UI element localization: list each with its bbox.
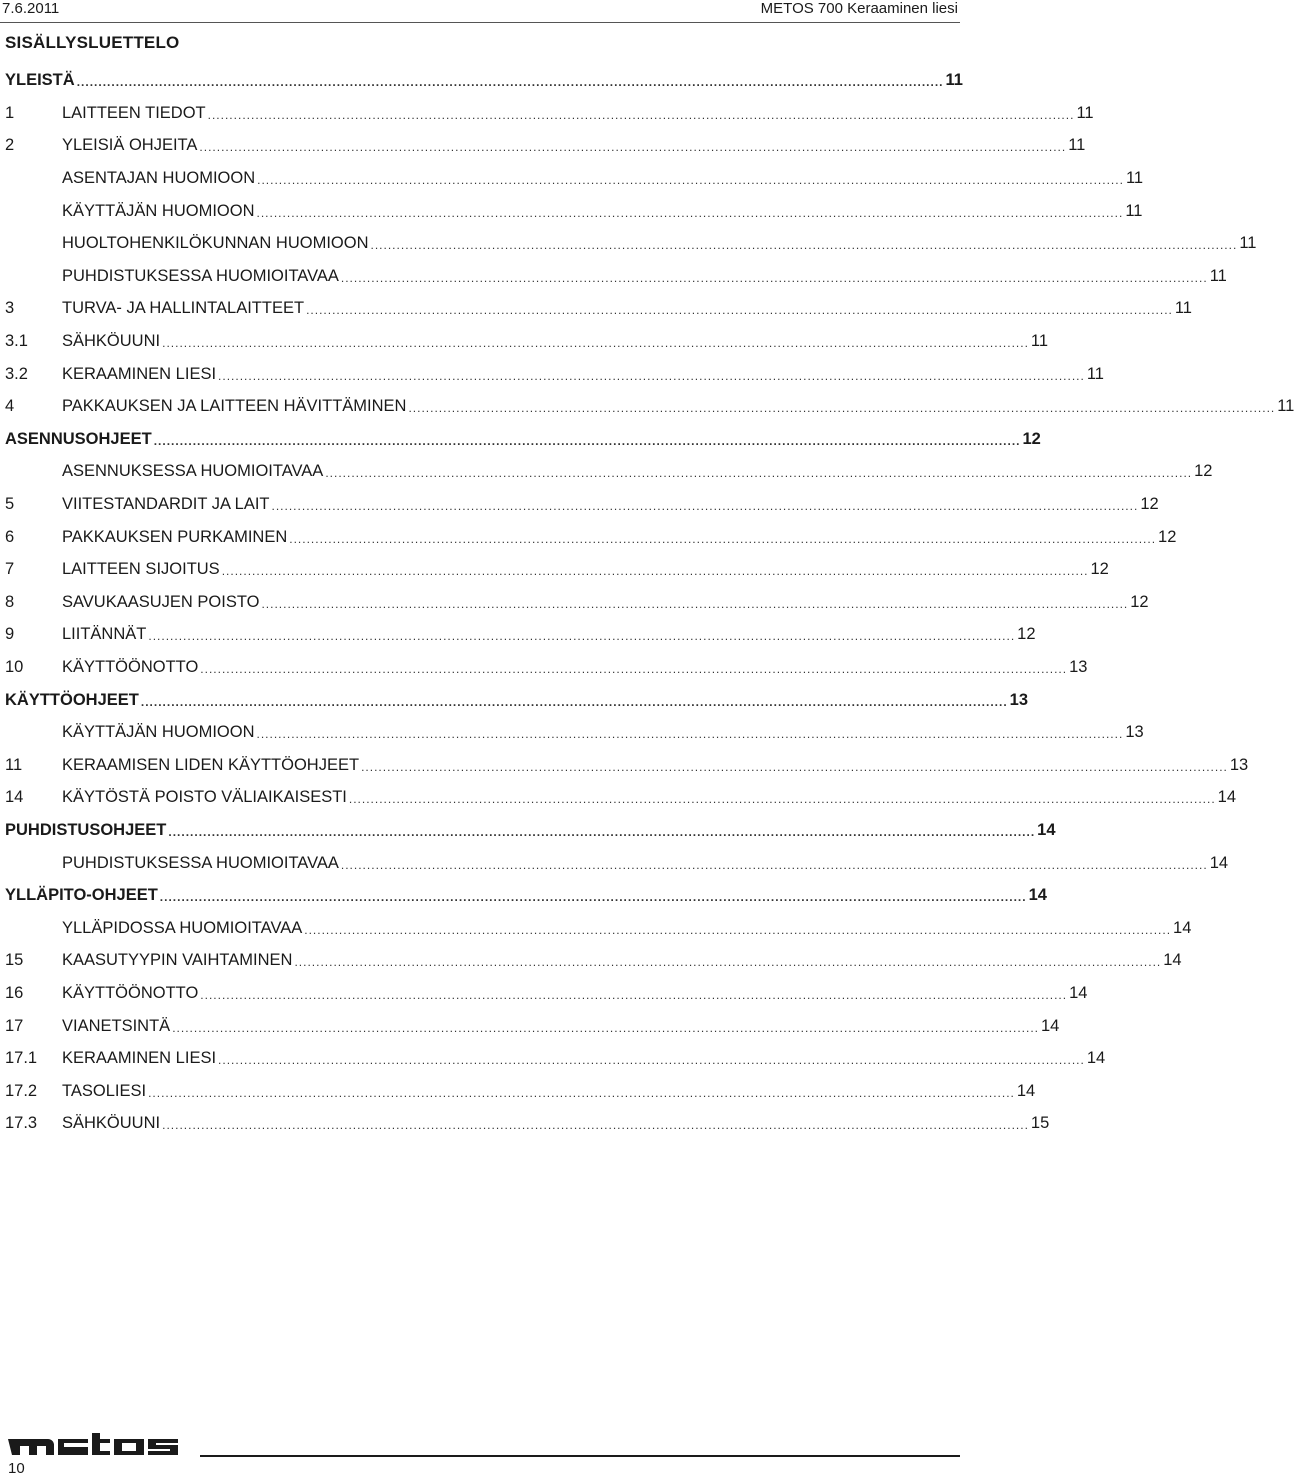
toc-leader-dots: ........................................................................................................................................................................................................ <box>306 303 1173 318</box>
toc-entry-page: 11 <box>1125 169 1144 188</box>
toc-entry <box>5 64 963 97</box>
toc-entry <box>5 683 1029 716</box>
toc-leader-dots: ........................................................................................................................................................................................................ <box>261 596 1129 611</box>
toc-leader-dots: ........................................................................................................................................................................................................ <box>140 694 1008 709</box>
toc-entry-page: 14 <box>1040 1016 1060 1035</box>
toc-entry-page: 11 <box>945 71 963 90</box>
toc-leader-dots: ........................................................................................................................................................................................................ <box>294 955 1162 970</box>
toc-entry <box>5 357 1104 390</box>
toc-leader-dots: ........................................................................................................................................................................................................ <box>200 661 1068 676</box>
logo-text: metos <box>8 1433 11 1434</box>
toc-entry <box>5 325 1049 358</box>
toc-entry-title: YLLÄPITO-OHJEET <box>5 886 158 905</box>
toc-entry-number: 3 <box>5 299 15 318</box>
toc-entry-number: 8 <box>5 592 15 611</box>
toc-entry-title: PUHDISTUKSESSA HUOMIOITAVAA <box>62 266 339 285</box>
toc-entry-title: SÄHKÖUUNI <box>62 332 161 351</box>
toc-leader-dots: ........................................................................................................................................................................................................ <box>221 564 1089 579</box>
toc-entry <box>5 977 1088 1010</box>
toc-entry-title: KÄYTTÄJÄN HUOMIOON <box>62 723 255 742</box>
toc-entry-page: 12 <box>1130 592 1149 611</box>
toc-entry <box>5 292 1192 325</box>
toc-leader-dots: ........................................................................................................................................................................................................ <box>200 987 1068 1002</box>
toc-entry-title: TURVA- JA HALLINTALAITTEET <box>62 299 305 318</box>
toc-entry-page: 13 <box>1069 657 1088 676</box>
table-of-contents <box>5 64 1294 1140</box>
toc-entry-number: 15 <box>5 951 24 970</box>
toc-entry-page: 12 <box>1140 495 1159 514</box>
toc-entry-page: 14 <box>1086 1049 1106 1068</box>
toc-entry-page: 14 <box>1028 886 1047 905</box>
toc-leader-dots: ........................................................................................................................................................................................................ <box>325 466 1193 481</box>
toc-entry-title: ASENNUSOHJEET <box>5 429 152 448</box>
toc-entry-number: 9 <box>5 625 15 644</box>
toc-entry <box>5 553 1109 586</box>
toc-entry <box>5 1042 1106 1075</box>
toc-entry <box>5 944 1182 977</box>
toc-entry-page: 12 <box>1022 429 1041 448</box>
toc-entry-title: HUOLTOHENKILÖKUNNAN HUOMIOON <box>62 234 369 253</box>
toc-entry <box>5 97 1094 130</box>
toc-entry-number: 17 <box>5 1016 24 1035</box>
toc-entry-title: ASENNUKSESSA HUOMIOITAVAA <box>62 462 324 481</box>
toc-leader-dots: ........................................................................................................................................................................................................ <box>361 759 1228 774</box>
toc-entry-page: 11 <box>1174 299 1192 318</box>
toc-entry-title: SÄHKÖUUNI <box>62 1114 161 1133</box>
toc-entry-title: ASENTAJAN HUOMIOON <box>62 169 256 188</box>
toc-entry-title: KÄYTÖSTÄ POISTO VÄLIAIKAISESTI <box>62 788 347 807</box>
toc-entry-number: 7 <box>5 560 15 579</box>
toc-entry <box>5 781 1237 814</box>
toc-entry <box>5 1107 1050 1140</box>
toc-entry-page: 11 <box>1076 103 1094 122</box>
toc-entry-number: 4 <box>5 397 15 416</box>
toc-entry-number: 3.1 <box>5 332 28 351</box>
toc-entry <box>5 879 1047 912</box>
toc-entry-title: YLLÄPIDOSSA HUOMIOITAVAA <box>62 918 303 937</box>
toc-entry-page: 15 <box>1030 1114 1050 1133</box>
toc-entry-page: 14 <box>1016 1081 1036 1100</box>
toc-leader-dots: ........................................................................................................................................................................................................ <box>271 499 1139 514</box>
toc-entry <box>5 651 1088 684</box>
toc-entry-page: 13 <box>1009 690 1029 709</box>
toc-leader-dots: ........................................................................................................................................................................................................ <box>148 1085 1015 1100</box>
toc-entry-title: KERAAMINEN LIESI <box>62 1049 217 1068</box>
toc-entry <box>5 227 1257 260</box>
toc-leader-dots: ........................................................................................................................................................................................................ <box>289 531 1157 546</box>
toc-entry-title: KERAAMISEN LIDEN KÄYTTÖOHJEET <box>62 755 360 774</box>
toc-entry-page: 14 <box>1037 820 1056 839</box>
toc-entry-title: KERAAMINEN LIESI <box>62 364 217 383</box>
toc-heading: SISÄLLYSLUETTELO <box>5 33 180 52</box>
toc-entry <box>5 455 1213 488</box>
toc-entry-title: KÄYTTÄJÄN HUOMIOON <box>62 201 255 220</box>
toc-entry <box>5 488 1159 521</box>
toc-entry-number: 2 <box>5 136 15 155</box>
toc-leader-dots: ........................................................................................................................................................................................................ <box>148 629 1016 644</box>
toc-entry-number: 14 <box>5 788 24 807</box>
header-document-title: METOS 700 Keraaminen liesi <box>760 0 958 17</box>
toc-entry-page: 11 <box>1068 136 1086 155</box>
toc-entry-title: LAITTEEN TIEDOT <box>62 103 206 122</box>
toc-entry-page: 12 <box>1158 527 1177 546</box>
toc-entry-page: 11 <box>1086 364 1104 383</box>
toc-entry-title: LIITÄNNÄT <box>62 625 147 644</box>
toc-entry <box>5 846 1229 879</box>
toc-leader-dots: ........................................................................................................................................................................................................ <box>159 890 1027 905</box>
toc-leader-dots: ........................................................................................................................................................................................................ <box>153 433 1021 448</box>
toc-leader-dots: ........................................................................................................................................................................................................ <box>257 173 1124 188</box>
toc-entry-number: 3.2 <box>5 364 28 383</box>
toc-entry-page: 13 <box>1229 755 1249 774</box>
toc-entry-number: 11 <box>5 755 23 774</box>
toc-leader-dots: ........................................................................................................................................................................................................ <box>408 401 1276 416</box>
toc-entry-page: 12 <box>1194 462 1213 481</box>
toc-entry-page: 14 <box>1209 853 1229 872</box>
toc-entry-number: 6 <box>5 527 15 546</box>
toc-entry-page: 12 <box>1017 625 1036 644</box>
toc-entry-title: PUHDISTUSOHJEET <box>5 820 167 839</box>
toc-entry-title: PAKKAUKSEN PURKAMINEN <box>62 527 288 546</box>
toc-entry <box>5 1009 1060 1042</box>
toc-entry-title: KÄYTTÖOHJEET <box>5 690 139 709</box>
toc-entry-number: 17.2 <box>5 1081 38 1100</box>
toc-entry-number: 17.1 <box>5 1049 38 1068</box>
toc-leader-dots: ........................................................................................................................................................................................................ <box>218 1053 1085 1068</box>
toc-entry-title: SAVUKAASUJEN POISTO <box>62 592 260 611</box>
toc-leader-dots: ........................................................................................................................................................................................................ <box>207 107 1075 122</box>
toc-entry-page: 12 <box>1090 560 1109 579</box>
toc-entry <box>5 260 1227 293</box>
toc-entry-page: 14 <box>1173 918 1192 937</box>
page-header <box>0 0 960 23</box>
toc-entry <box>5 618 1036 651</box>
toc-entry <box>5 1074 1036 1107</box>
toc-entry-title: KÄYTTÖÖNOTTO <box>62 983 199 1002</box>
toc-entry-number: 10 <box>5 657 24 676</box>
toc-entry-title: VIITESTANDARDIT JA LAIT <box>62 495 270 514</box>
toc-leader-dots: ........................................................................................................................................................................................................ <box>256 727 1124 742</box>
metos-logo <box>8 1433 198 1457</box>
toc-entry-page: 11 <box>1125 201 1143 220</box>
toc-entry-title: PAKKAUKSEN JA LAITTEEN HÄVITTÄMINEN <box>62 397 407 416</box>
toc-leader-dots: ........................................................................................................................................................................................................ <box>340 270 1208 285</box>
header-date: 7.6.2011 <box>2 0 60 17</box>
toc-entry-page: 11 <box>1239 234 1257 253</box>
toc-leader-dots: ........................................................................................................................................................................................................ <box>256 205 1124 220</box>
toc-entry <box>5 390 1294 423</box>
toc-entry-number: 5 <box>5 495 15 514</box>
toc-entry-title: YLEISIÄ OHJEITA <box>62 136 198 155</box>
toc-entry <box>5 194 1143 227</box>
toc-entry-page: 11 <box>1277 397 1294 416</box>
toc-leader-dots: ........................................................................................................................................................................................................ <box>218 368 1085 383</box>
toc-entry-page: 11 <box>1209 266 1227 285</box>
toc-leader-dots: ........................................................................................................................................................................................................ <box>304 922 1172 937</box>
toc-entry-title: VIANETSINTÄ <box>62 1016 171 1035</box>
toc-leader-dots: ........................................................................................................................................................................................................ <box>168 824 1036 839</box>
toc-entry-page: 11 <box>1030 332 1049 351</box>
toc-entry-title: YLEISTÄ <box>5 71 75 90</box>
toc-entry <box>5 520 1177 553</box>
page-number: 10 <box>8 1460 25 1477</box>
toc-leader-dots: ........................................................................................................................................................................................................ <box>199 140 1067 155</box>
footer-rule <box>200 1455 960 1457</box>
toc-leader-dots: ........................................................................................................................................................................................................ <box>162 336 1029 351</box>
toc-leader-dots: ........................................................................................................................................................................................................ <box>76 75 944 90</box>
toc-entry-title: LAITTEEN SIJOITUS <box>62 560 220 579</box>
toc-entry-number: 17.3 <box>5 1114 38 1133</box>
toc-entry <box>5 129 1086 162</box>
toc-entry-title: PUHDISTUKSESSA HUOMIOITAVAA <box>62 853 339 872</box>
toc-entry <box>5 911 1192 944</box>
toc-entry-page: 14 <box>1163 951 1182 970</box>
toc-entry <box>5 162 1144 195</box>
toc-entry-page: 13 <box>1125 723 1144 742</box>
toc-entry <box>5 716 1144 749</box>
toc-entry-number: 16 <box>5 983 24 1002</box>
toc-entry-page: 14 <box>1217 788 1237 807</box>
toc-entry <box>5 748 1249 781</box>
toc-entry-title: KAASUTYYPIN VAIHTAMINEN <box>62 951 293 970</box>
toc-entry <box>5 814 1056 847</box>
toc-leader-dots: ........................................................................................................................................................................................................ <box>370 238 1238 253</box>
toc-entry <box>5 423 1041 456</box>
toc-entry-title: KÄYTTÖÖNOTTO <box>62 657 199 676</box>
toc-entry-page: 14 <box>1069 983 1088 1002</box>
toc-leader-dots: ........................................................................................................................................................................................................ <box>340 857 1208 872</box>
toc-leader-dots: ........................................................................................................................................................................................................ <box>172 1020 1039 1035</box>
toc-entry-title: TASOLIESI <box>62 1081 147 1100</box>
toc-leader-dots: ........................................................................................................................................................................................................ <box>162 1118 1029 1133</box>
toc-entry-number: 1 <box>5 103 15 122</box>
toc-leader-dots: ........................................................................................................................................................................................................ <box>348 792 1216 807</box>
toc-entry <box>5 586 1149 619</box>
